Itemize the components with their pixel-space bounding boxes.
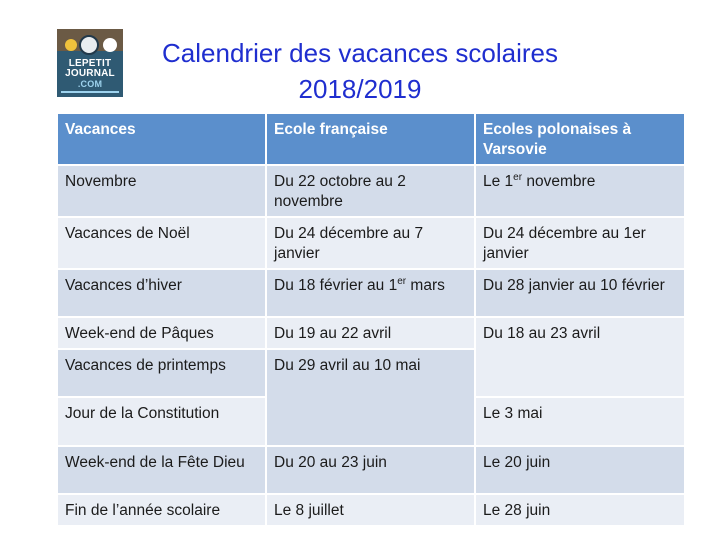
cell-ecoles-polonaises: Du 18 au 23 avril: [475, 317, 685, 397]
page-title: Calendrier des vacances scolaires: [162, 38, 558, 68]
header-ecoles-polonaises: Ecoles polonaises à Varsovie: [475, 113, 685, 165]
header-vacances: Vacances: [57, 113, 266, 165]
logo-badge-icon: [65, 39, 77, 51]
cell-ecole-francaise: Du 22 octobre au 2 novembre: [266, 165, 475, 217]
cell-ecole-francaise: Du 19 au 22 avril: [266, 317, 475, 349]
table-row: [57, 217, 685, 269]
cell-vacances: Novembre: [57, 165, 266, 217]
logo-text-line3: .COM: [77, 79, 103, 89]
cell-ecoles-polonaises: Du 24 décembre au 1er janvier: [475, 217, 685, 269]
cell-text: Du 18 février au 1: [274, 277, 398, 294]
holiday-calendar-table: [56, 112, 686, 527]
cell-vacances: Week-end de la Fête Dieu: [57, 446, 266, 494]
cell-ecoles-polonaises: Le 28 juin: [475, 494, 685, 526]
table-row: [57, 494, 685, 526]
logo-underline: [61, 91, 119, 93]
logo-emblem-icon: [79, 35, 99, 55]
cell-ecole-francaise: Du 20 au 23 juin: [266, 446, 475, 494]
logo-text-line2: JOURNAL: [65, 68, 115, 79]
superscript: er: [397, 276, 407, 287]
table-row: [57, 269, 685, 317]
cell-ecoles-polonaises: [475, 165, 685, 217]
logo-wordmark: [59, 59, 121, 89]
page-subtitle-year: 2018/2019: [298, 74, 422, 104]
cell-text: mars: [406, 277, 445, 294]
cell-ecole-francaise: Du 29 avril au 10 mai: [266, 349, 475, 446]
cell-vacances: Week-end de Pâques: [57, 317, 266, 349]
cell-text: novembre: [522, 173, 596, 190]
cell-vacances: Fin de l’année scolaire: [57, 494, 266, 526]
table-row: [57, 165, 685, 217]
cell-text: Le 1: [483, 173, 514, 190]
cell-ecole-francaise: [266, 269, 475, 317]
cell-vacances: Vacances de printemps: [57, 349, 266, 397]
logo-seal-icon: [103, 38, 117, 52]
cell-ecoles-polonaises: Le 3 mai: [475, 397, 685, 446]
cell-ecole-francaise: Du 24 décembre au 7 janvier: [266, 217, 475, 269]
cell-ecoles-polonaises: Le 20 juin: [475, 446, 685, 494]
table-row: [57, 446, 685, 494]
cell-vacances: Vacances de Noël: [57, 217, 266, 269]
lepetitjournal-logo: [57, 29, 123, 97]
table-row: [57, 317, 685, 349]
cell-ecole-francaise: Le 8 juillet: [266, 494, 475, 526]
superscript: er: [513, 172, 523, 183]
logo-text-line1: LEPETIT: [68, 58, 112, 69]
cell-vacances: Jour de la Constitution: [57, 397, 266, 446]
header-ecole-francaise: Ecole française: [266, 113, 475, 165]
cell-vacances: Vacances d’hiver: [57, 269, 266, 317]
cell-ecoles-polonaises: Du 28 janvier au 10 février: [475, 269, 685, 317]
table-header-row: [57, 113, 685, 165]
